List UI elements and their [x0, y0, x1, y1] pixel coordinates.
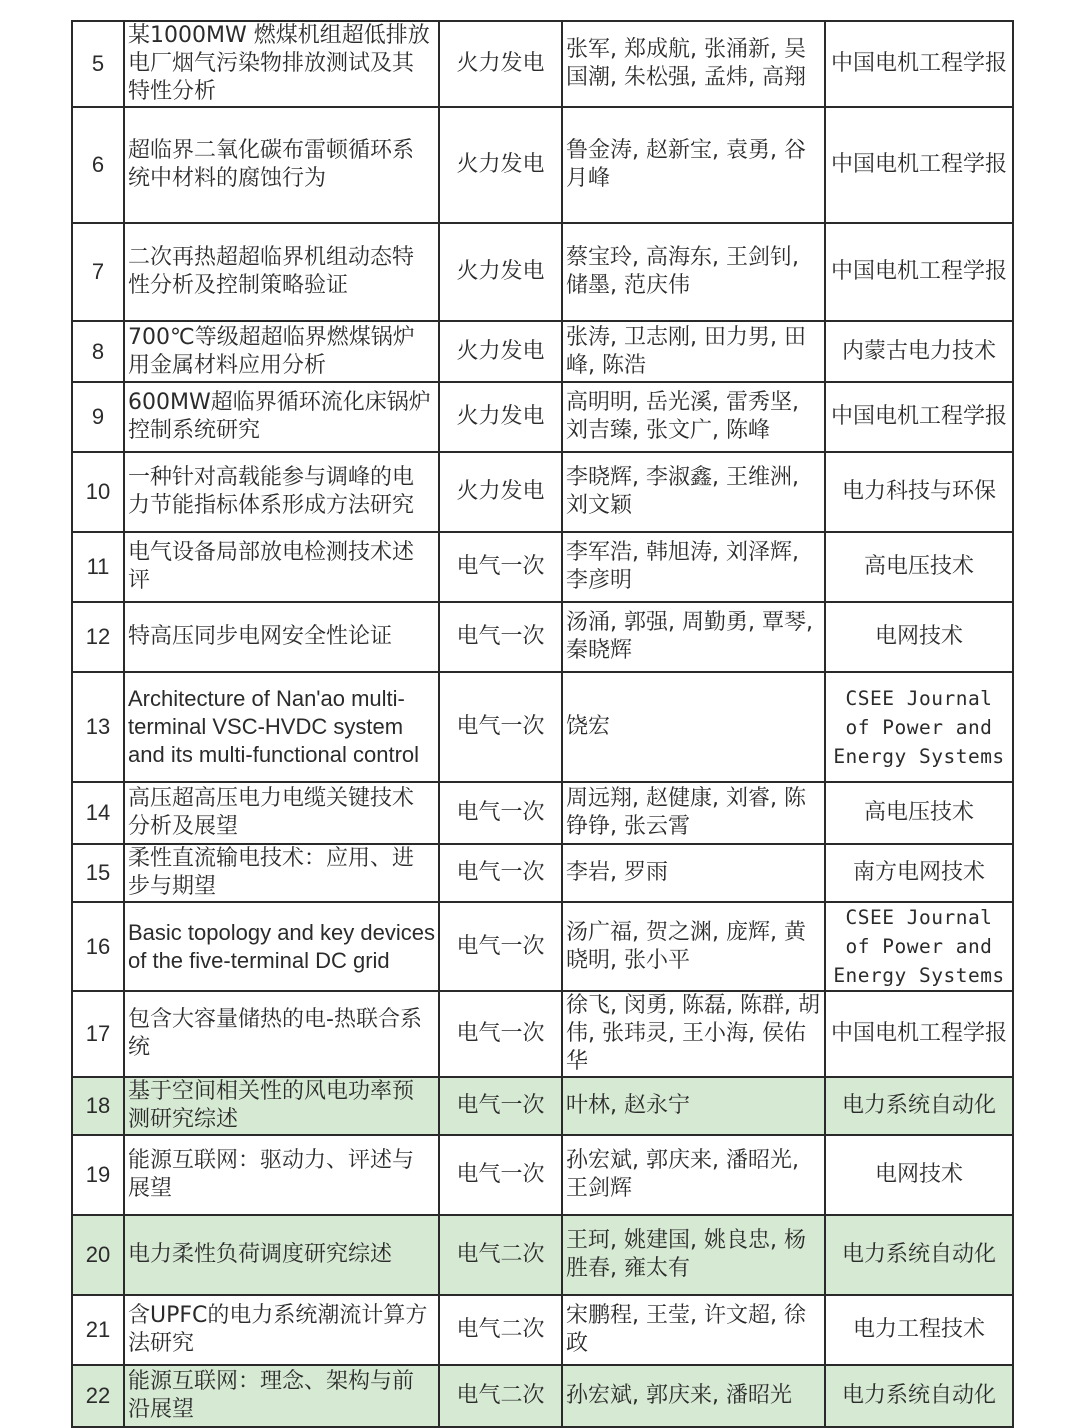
authors-cell: 高明明, 岳光溪, 雷秀坚, 刘吉臻, 张文广, 陈峰	[562, 382, 825, 452]
authors-cell: 宋鹏程, 王莹, 许文超, 徐政	[562, 1295, 825, 1365]
authors-cell: 鲁金涛, 赵新宝, 袁勇, 谷月峰	[562, 107, 825, 223]
paper-title: 柔性直流输电技术：应用、进步与期望	[124, 844, 439, 902]
field-cell: 电气一次	[439, 532, 562, 602]
row-number: 20	[72, 1215, 124, 1295]
authors-cell: 李岩, 罗雨	[562, 844, 825, 902]
field-cell: 火力发电	[439, 21, 562, 107]
row-number: 8	[72, 321, 124, 382]
table-row	[72, 844, 1013, 902]
table-row	[72, 672, 1013, 782]
row-number: 6	[72, 107, 124, 223]
table-row	[72, 1135, 1013, 1215]
table-row	[72, 1215, 1013, 1295]
paper-title: 特高压同步电网安全性论证	[124, 602, 439, 672]
row-number: 14	[72, 782, 124, 844]
authors-cell: 孙宏斌, 郭庆来, 潘昭光	[562, 1365, 825, 1427]
paper-title: 电力柔性负荷调度研究综述	[124, 1215, 439, 1295]
field-cell: 火力发电	[439, 223, 562, 321]
field-cell: 火力发电	[439, 107, 562, 223]
row-number: 11	[72, 532, 124, 602]
row-number: 12	[72, 602, 124, 672]
journal-cell: 电网技术	[825, 602, 1013, 672]
paper-title: Architecture of Nan'ao multi-terminal VSC-HVDC system and its multi-functional control	[124, 672, 439, 782]
paper-title: 能源互联网：驱动力、评述与展望	[124, 1135, 439, 1215]
journal-cell: 内蒙古电力技术	[825, 321, 1013, 382]
authors-cell: 饶宏	[562, 672, 825, 782]
paper-title: 能源互联网：理念、架构与前沿展望	[124, 1365, 439, 1427]
row-number: 16	[72, 902, 124, 991]
paper-title: 600MW超临界循环流化床锅炉控制系统研究	[124, 382, 439, 452]
journal-cell: 中国电机工程学报	[825, 107, 1013, 223]
journal-cell: CSEE Journal of Power and Energy Systems	[825, 672, 1013, 782]
journal-cell: 电力工程技术	[825, 1295, 1013, 1365]
journal-cell: 高电压技术	[825, 782, 1013, 844]
table-row	[72, 21, 1013, 107]
journal-cell: CSEE Journal of Power and Energy Systems	[825, 902, 1013, 991]
authors-cell: 汤涌, 郭强, 周勤勇, 覃琴, 秦晓辉	[562, 602, 825, 672]
row-number: 18	[72, 1077, 124, 1135]
paper-title: 二次再热超超临界机组动态特性分析及控制策略验证	[124, 223, 439, 321]
authors-cell: 汤广福, 贺之渊, 庞辉, 黄晓明, 张小平	[562, 902, 825, 991]
row-number: 17	[72, 991, 124, 1077]
paper-title: 含UPFC的电力系统潮流计算方法研究	[124, 1295, 439, 1365]
row-number: 22	[72, 1365, 124, 1427]
table-row	[72, 1365, 1013, 1427]
table-row	[72, 902, 1013, 991]
field-cell: 电气二次	[439, 1365, 562, 1427]
paper-title: 某1000MW 燃煤机组超低排放电厂烟气污染物排放测试及其特性分析	[124, 21, 439, 107]
table-row	[72, 107, 1013, 223]
authors-cell: 叶林, 赵永宁	[562, 1077, 825, 1135]
table-row	[72, 602, 1013, 672]
authors-cell: 张军, 郑成航, 张涌新, 吴国潮, 朱松强, 孟炜, 高翔	[562, 21, 825, 107]
field-cell: 电气一次	[439, 1135, 562, 1215]
table-row	[72, 452, 1013, 532]
field-cell: 电气一次	[439, 902, 562, 991]
papers-table	[71, 20, 1014, 1428]
paper-title: 超临界二氧化碳布雷顿循环系统中材料的腐蚀行为	[124, 107, 439, 223]
table-row	[72, 321, 1013, 382]
field-cell: 火力发电	[439, 452, 562, 532]
journal-cell: 电力科技与环保	[825, 452, 1013, 532]
field-cell: 电气二次	[439, 1215, 562, 1295]
table-row	[72, 382, 1013, 452]
table-row	[72, 991, 1013, 1077]
row-number: 21	[72, 1295, 124, 1365]
paper-title: 基于空间相关性的风电功率预测研究综述	[124, 1077, 439, 1135]
journal-cell: 中国电机工程学报	[825, 223, 1013, 321]
field-cell: 电气一次	[439, 844, 562, 902]
authors-cell: 王珂, 姚建国, 姚良忠, 杨胜春, 雍太有	[562, 1215, 825, 1295]
table-row	[72, 1077, 1013, 1135]
journal-cell: 电力系统自动化	[825, 1365, 1013, 1427]
authors-cell: 李军浩, 韩旭涛, 刘泽辉, 李彦明	[562, 532, 825, 602]
row-number: 13	[72, 672, 124, 782]
field-cell: 电气一次	[439, 602, 562, 672]
paper-title: Basic topology and key devices of the five-terminal DC grid	[124, 902, 439, 991]
field-cell: 火力发电	[439, 382, 562, 452]
journal-cell: 中国电机工程学报	[825, 991, 1013, 1077]
row-number: 10	[72, 452, 124, 532]
table-row	[72, 223, 1013, 321]
journal-cell: 高电压技术	[825, 532, 1013, 602]
row-number: 9	[72, 382, 124, 452]
authors-cell: 张涛, 卫志刚, 田力男, 田峰, 陈浩	[562, 321, 825, 382]
paper-title: 高压超高压电力电缆关键技术分析及展望	[124, 782, 439, 844]
field-cell: 电气一次	[439, 782, 562, 844]
journal-cell: 南方电网技术	[825, 844, 1013, 902]
row-number: 5	[72, 21, 124, 107]
journal-cell: 中国电机工程学报	[825, 21, 1013, 107]
authors-cell: 徐飞, 闵勇, 陈磊, 陈群, 胡伟, 张玮灵, 王小海, 侯佑华	[562, 991, 825, 1077]
paper-title: 700℃等级超超临界燃煤锅炉用金属材料应用分析	[124, 321, 439, 382]
paper-title: 包含大容量储热的电-热联合系统	[124, 991, 439, 1077]
table-row	[72, 782, 1013, 844]
authors-cell: 周远翔, 赵健康, 刘睿, 陈铮铮, 张云霄	[562, 782, 825, 844]
authors-cell: 孙宏斌, 郭庆来, 潘昭光, 王剑辉	[562, 1135, 825, 1215]
journal-cell: 电力系统自动化	[825, 1077, 1013, 1135]
field-cell: 火力发电	[439, 321, 562, 382]
field-cell: 电气一次	[439, 1077, 562, 1135]
row-number: 7	[72, 223, 124, 321]
journal-cell: 电力系统自动化	[825, 1215, 1013, 1295]
journal-cell: 中国电机工程学报	[825, 382, 1013, 452]
authors-cell: 蔡宝玲, 高海东, 王剑钊, 储墨, 范庆伟	[562, 223, 825, 321]
table-row	[72, 1295, 1013, 1365]
row-number: 19	[72, 1135, 124, 1215]
field-cell: 电气二次	[439, 1295, 562, 1365]
row-number: 15	[72, 844, 124, 902]
journal-cell: 电网技术	[825, 1135, 1013, 1215]
table-row	[72, 532, 1013, 602]
field-cell: 电气一次	[439, 991, 562, 1077]
authors-cell: 李晓辉, 李淑鑫, 王维洲, 刘文颖	[562, 452, 825, 532]
paper-title: 电气设备局部放电检测技术述评	[124, 532, 439, 602]
field-cell: 电气一次	[439, 672, 562, 782]
paper-title: 一种针对高载能参与调峰的电力节能指标体系形成方法研究	[124, 452, 439, 532]
